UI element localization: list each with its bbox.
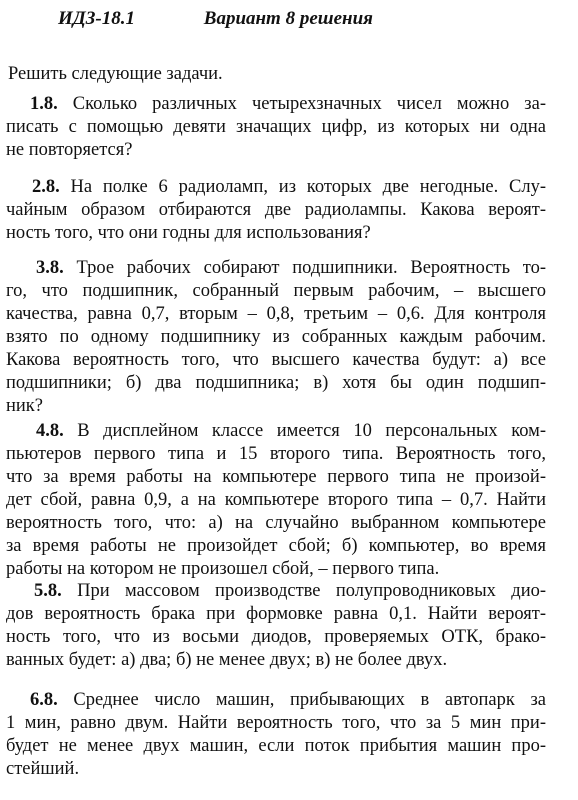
problem-text-line: чайным образом отбираются две радиолампы. Какова вероят- xyxy=(6,200,546,220)
problem-text-line: го, что подшипник, собранный первым рабочим, – высшего xyxy=(6,281,546,301)
problem-text-line: писать с помощью девяти значащих цифр, из которых ни одна xyxy=(6,117,546,137)
problem-text-line: за время работы не произойдет сбой; б) компьютер, во время xyxy=(6,536,546,556)
problem-text-line: дет сбой, равна 0,9, а на компьютере второго типа – 0,7. Найти xyxy=(6,490,546,510)
problem-text-line: ник? xyxy=(6,396,43,416)
problem-text-line: будет не менее двух машин, если поток прибытия машин про- xyxy=(6,736,546,756)
problem-text-line: работы на котором не произошел сбой, – первого типа. xyxy=(6,559,440,579)
problem-number: 1.8. xyxy=(30,94,58,114)
problem-text-line: На полке 6 радиоламп, из которых две негодные. Слу- xyxy=(70,177,546,197)
problem-text-line: подшипники; б) два подшипника; в) хотя бы один подшип- xyxy=(6,373,546,393)
problem-text-line: дов вероятность брака при формовке равна 0,1. Найти вероят- xyxy=(6,604,546,624)
assignment-title: ИДЗ-18.1 xyxy=(58,8,136,29)
problem-text-line: стейший. xyxy=(6,759,80,779)
problem-text-line: вероятность того, что: а) на случайно выбранном компьютере xyxy=(6,513,546,533)
problem-text-line: качества, равна 0,7, вторым – 0,8, третьим – 0,6. Для контроля xyxy=(6,304,546,324)
problem-number: 6.8. xyxy=(30,690,58,710)
problem-number: 2.8. xyxy=(32,177,60,197)
variant-label: Вариант 8 решения xyxy=(203,8,373,29)
problem-2 xyxy=(6,176,546,245)
problem-number: 5.8. xyxy=(34,581,62,601)
problem-text-line: взято по одному подшипнику из собранных каждым рабочим. xyxy=(6,327,546,347)
problem-text-line: Трое рабочих собирают подшипники. Вероятность то- xyxy=(76,258,547,278)
problem-1 xyxy=(6,93,546,162)
problem-text-line: Какова вероятность того, что высшего качества будут: а) все xyxy=(6,350,546,370)
instructions-text: Решить следующие задачи. xyxy=(8,64,223,84)
page-header xyxy=(58,8,373,30)
problem-text-line: В дисплейном классе имеется 10 персональных ком- xyxy=(77,421,547,441)
problem-text-line: ность того, что они годны для использования? xyxy=(6,223,371,243)
problem-text-line: 1 мин, равно двум. Найти вероятность того, что за 5 мин при- xyxy=(6,713,546,733)
problem-text-line: ность того, что из восьми диодов, проверяемых ОТК, брако- xyxy=(6,627,546,647)
problem-text-line: Сколько различных четырехзначных чисел можно за- xyxy=(72,94,546,114)
problem-text-line: что за время работы на компьютере первого типа не произой- xyxy=(6,467,546,487)
problem-number: 4.8. xyxy=(36,421,64,441)
problem-6 xyxy=(6,689,546,781)
problem-text-line: ванных будет: а) два; б) не менее двух; в) не более двух. xyxy=(6,650,448,670)
problem-text-line: Среднее число машин, прибывающих в автопарк за xyxy=(73,690,546,710)
problem-number: 3.8. xyxy=(36,258,64,278)
problem-3 xyxy=(6,257,546,418)
problem-text-line: пьютеров первого типа и 15 второго типа. Вероятность того, xyxy=(6,444,546,464)
problem-5 xyxy=(6,580,546,672)
problem-text-line: При массовом производстве полупроводниковых дио- xyxy=(77,581,547,601)
problem-text-line: не повторяется? xyxy=(6,140,133,160)
problem-4 xyxy=(6,420,546,581)
